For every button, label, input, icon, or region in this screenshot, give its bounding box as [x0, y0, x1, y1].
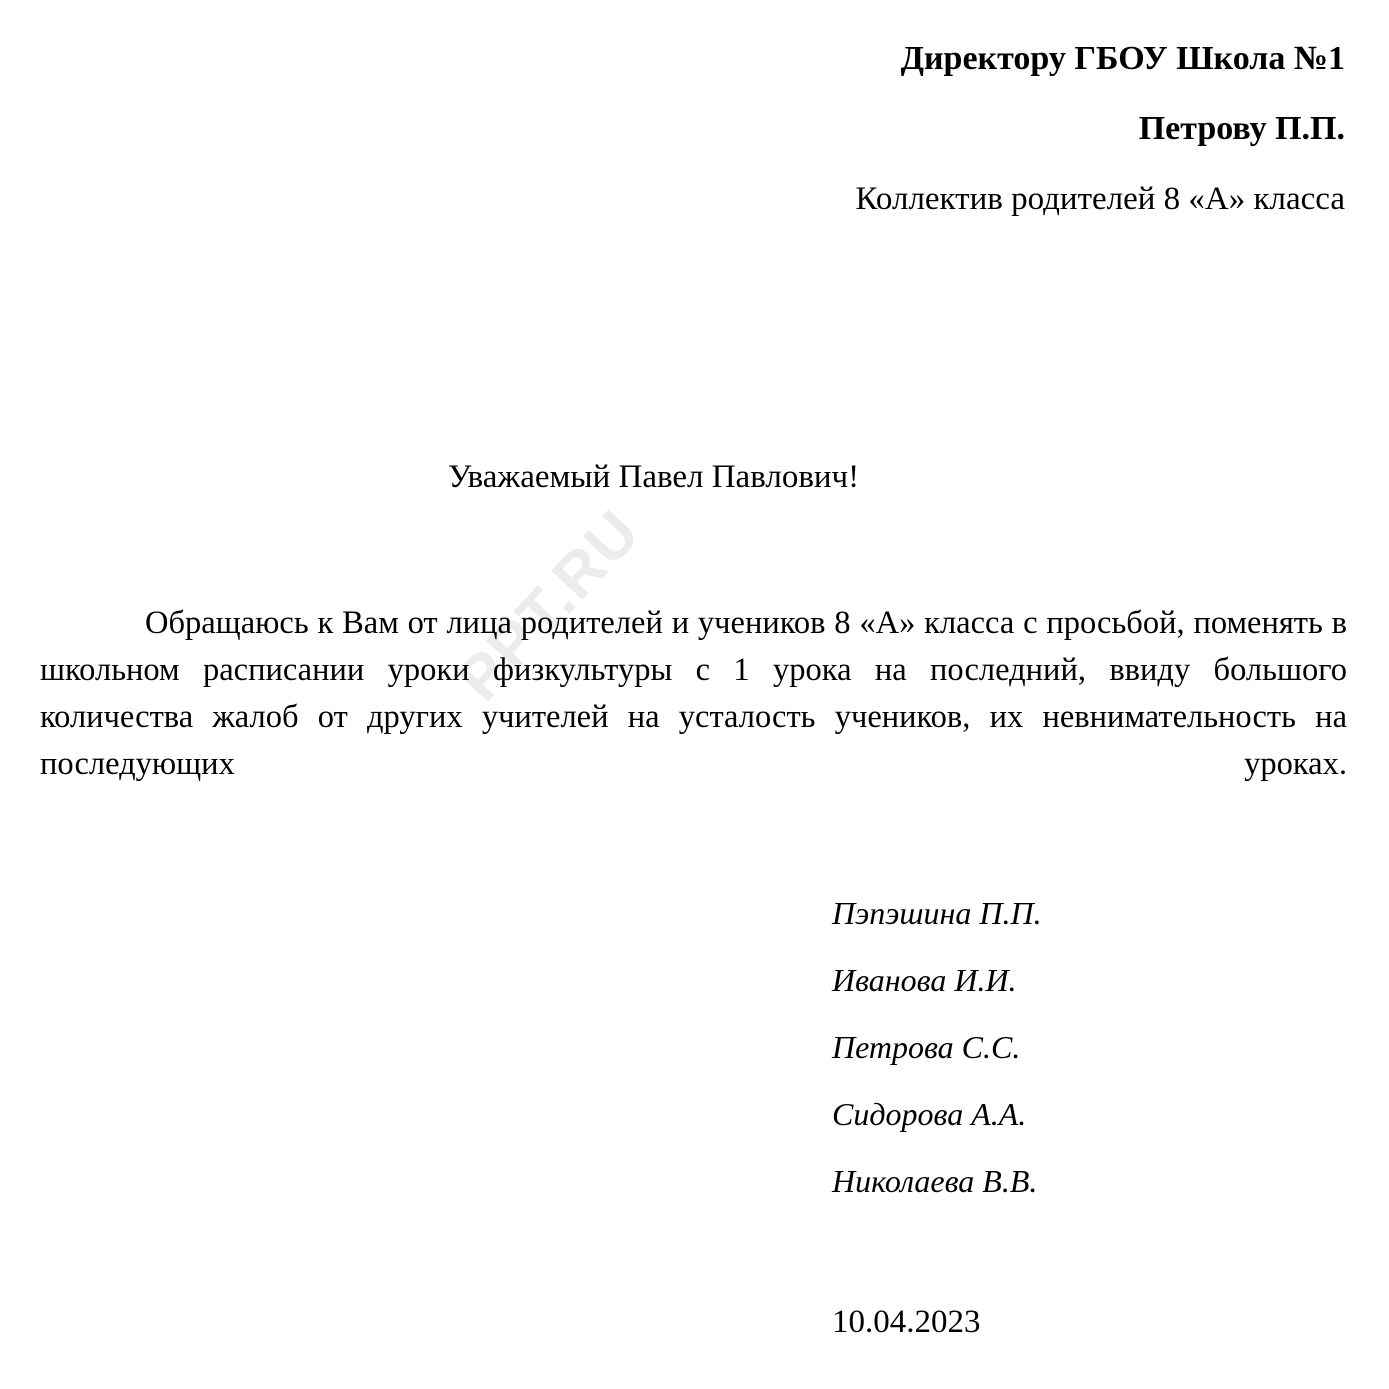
addressee-block [40, 24, 1345, 234]
signature-line: Петрова С.С. [832, 1029, 1021, 1065]
salutation: Уважаемый Павел Павлович! [448, 459, 860, 495]
signature-line: Иванова И.И. [832, 962, 1017, 998]
signature-line: Пэпэшина П.П. [832, 895, 1042, 931]
watermark-text: PPT.RU [444, 496, 654, 715]
signature-line: Николаева В.В. [832, 1163, 1038, 1199]
signature-line: Сидорова А.А. [832, 1096, 1027, 1132]
body-paragraph: Обращаюсь к Вам от лица родителей и учеников 8 «А» класса с просьбой, поменять в школьном расписании уроки физкультуры с 1 урока на последний, ввиду большого количества жалоб от других учителей на усталость учеников, их невнимательность на последующих уроках. [40, 605, 1347, 782]
addressee-line-recipient-institution: Директору ГБОУ Школа №1 [900, 40, 1345, 77]
document-date: 10.04.2023 [832, 1304, 981, 1340]
addressee-line-sender: Коллектив родителей 8 «А» класса [855, 181, 1345, 217]
signature-block [832, 880, 1042, 1215]
addressee-line-recipient-name: Петрову П.П. [1138, 110, 1345, 147]
